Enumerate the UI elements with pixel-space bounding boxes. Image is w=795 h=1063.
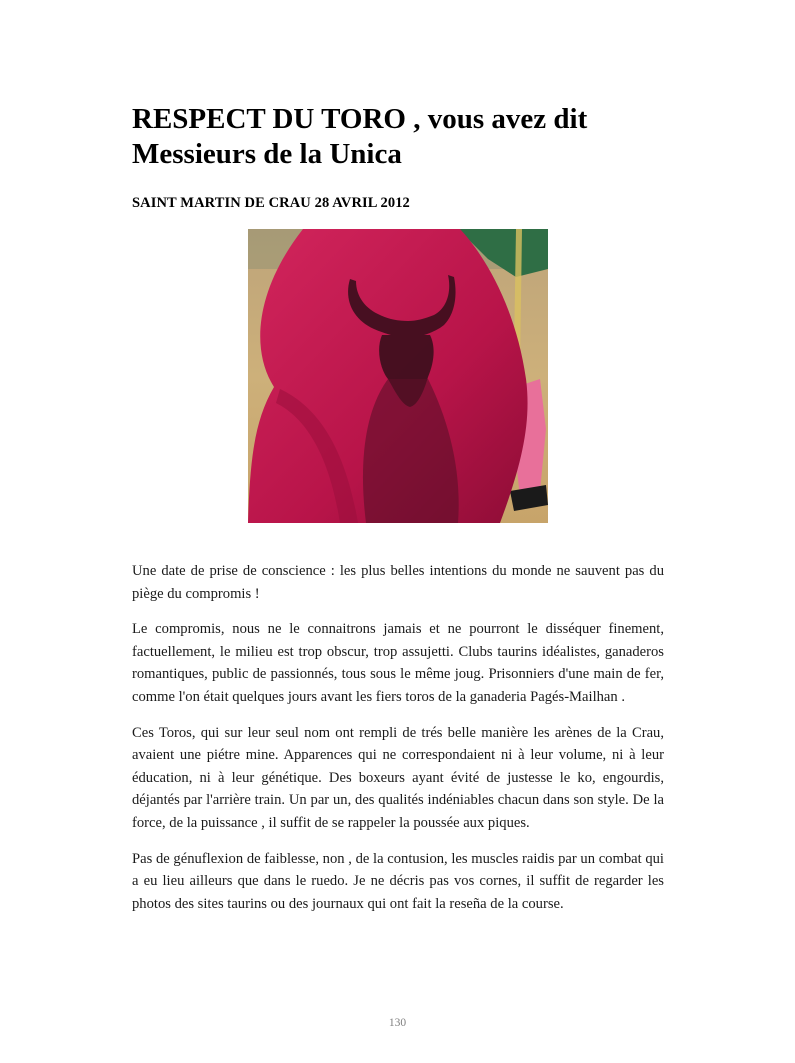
paragraph: Le compromis, nous ne le connaitrons jamais et ne pourront le disséquer finement, factuellement, le milieu est trop obscur, trop assujetti. Clubs taurins idéalistes, ganaderos romantiques, public de passionnés, tous sous le même joug. Prisonniers d'une main de fer, comme l'on était quelques jours avant les fiers toros de la ganaderia Pagés-Mailhan . (132, 621, 664, 705)
article-body (132, 560, 664, 928)
dateline: SAINT MARTIN DE CRAU 28 AVRIL 2012 (132, 195, 410, 211)
paragraph: Une date de prise de conscience : les plus belles intentions du monde ne sauvent pas du piège du compromis ! (132, 563, 664, 602)
bullfight-photo (248, 229, 548, 523)
paragraph: Ces Toros, qui sur leur seul nom ont rempli de trés belle manière les arènes de la Crau, avaient une piétre mine. Apparences qui ne correspondaient ni à leur volume, ni à leur éducation, ni à leur génétique. Des boxeurs ayant évité de justesse le ko, engourdis, déjantés par l'arrière train. Un par un, des qualités indéniables chacun dans son style. De la force, de la puissance , il suffit de se rappeler la poussée aux piques. (132, 724, 664, 831)
title-line-2: Messieurs de la Unica (132, 138, 402, 170)
paragraph: Pas de génuflexion de faiblesse, non , de la contusion, les muscles raidis par un combat qui a eu lieu ailleurs que dans le ruedo. Je ne décris pas vos cornes, il suffit de regarder les photos des sites taurins ou des journaux qui ont fait la reseña de la course. (132, 850, 664, 912)
page-title (132, 102, 692, 172)
page-number: 130 (388, 1017, 407, 1029)
title-line-1: RESPECT DU TORO , vous avez dit (132, 103, 588, 135)
